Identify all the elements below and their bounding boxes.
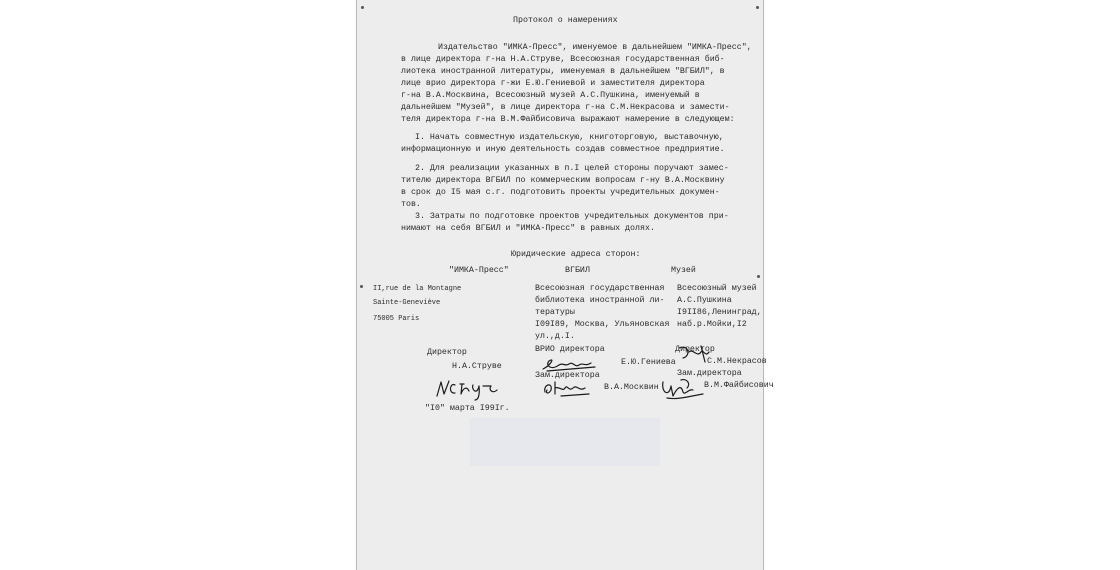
address-line: Всесоюзный музей	[677, 284, 757, 293]
deputy-title-vgbil: Зам.директора	[535, 371, 600, 380]
pin-mark	[361, 6, 364, 9]
address-line: II,rue de la Montagne	[373, 285, 462, 293]
signature-moskvin	[541, 376, 601, 398]
signature-faybisovich	[657, 374, 711, 402]
party-name-museum: Музей	[671, 266, 696, 275]
clause-line: I. Начать совместную издательскую, книготорговую, выставочную,	[415, 133, 724, 142]
clause-line: информационную и иную деятельность создав совместное предприятие.	[401, 145, 725, 154]
preamble-line: дальнейшем "Музей", в лице директора г-на С.М.Некрасова и замести-	[401, 103, 730, 112]
address-line: Всесоюзная государственная	[535, 284, 665, 293]
signer-vgbil: Е.Ю.Гениева	[621, 358, 676, 367]
deputy-vgbil: В.А.Москвин	[604, 383, 659, 392]
sign-title-imka: Директор	[427, 348, 467, 357]
address-line: 75005 Paris	[373, 315, 420, 323]
clause-line: в срок до I5 мая с.г. подготовить проекты учредительных докумен-	[401, 188, 720, 197]
signature-nekrasov	[675, 342, 725, 364]
preamble-line: теля директора г-на В.М.Файбисовича выражают намерение в следующем:	[401, 115, 735, 124]
address-line: I09I89, Москва, Ульяновская	[535, 320, 670, 329]
preamble-line: лиотека иностранной литературы, именуемая в дальнейшем "ВГБИЛ", в	[401, 67, 725, 76]
preamble-line: г-на В.А.Москвина, Всесоюзный музей А.С.Пушкина, именуемый в	[401, 91, 700, 100]
address-line: А.С.Пушкина	[677, 296, 732, 305]
clause-line: тов.	[401, 200, 421, 209]
deputy-museum: В.М.Файбисович	[704, 381, 774, 390]
clause-line: нимают на себя ВГБИЛ и "ИМКА-Пресс" в равных долях.	[401, 224, 655, 233]
preamble-line: Издательство "ИМКА-Пресс", именуемое в дальнейшем "ИМКА-Пресс",	[438, 43, 752, 52]
signer-imka: Н.А.Струве	[452, 362, 502, 371]
sign-title-vgbil: ВРИО директора	[535, 345, 605, 354]
document-date: "I0" марта I99Iг.	[425, 404, 510, 413]
pin-mark	[756, 6, 759, 9]
signature-struve	[433, 376, 513, 402]
deputy-title-museum: Зам.директора	[677, 369, 742, 378]
address-line: тературы	[535, 308, 575, 317]
address-line: библиотека иностранной ли-	[535, 296, 665, 305]
pin-mark	[757, 275, 760, 278]
clause-line: тителю директора ВГБИЛ по коммерческим вопросам г-ну В.А.Москвину	[401, 176, 725, 185]
preamble-line: лице врио директора г-жи Е.Ю.Гениевой и заместителя директора	[401, 79, 705, 88]
sign-title-museum: Директор	[675, 345, 715, 354]
address-line: I9II86,Ленинград,	[677, 308, 762, 317]
watermark	[470, 418, 660, 466]
preamble-line: в лице директора г-на Н.А.Струве, Всесоюзная государственная биб-	[401, 55, 725, 64]
party-name-imka: "ИМКА-Пресс"	[449, 266, 509, 275]
document-title: Протокол о намерениях	[513, 16, 618, 25]
clause-line: 2. Для реализации указанных в п.I целей стороны поручают замес-	[415, 164, 729, 173]
address-line: наб.р.Мойки,I2	[677, 320, 747, 329]
addresses-heading: Юридические адреса сторон:	[511, 250, 641, 259]
signer-museum: С.М.Некрасов	[707, 357, 767, 366]
signature-genieva	[541, 353, 601, 375]
clause-line: 3. Затраты по подготовке проектов учредительных документов при-	[415, 212, 729, 221]
pin-mark	[360, 285, 363, 288]
address-line: Sainte-Geneviève	[373, 299, 441, 307]
address-line: ул.,д.I.	[535, 332, 575, 341]
party-name-vgbil: ВГБИЛ	[565, 266, 590, 275]
document-page	[356, 0, 774, 570]
